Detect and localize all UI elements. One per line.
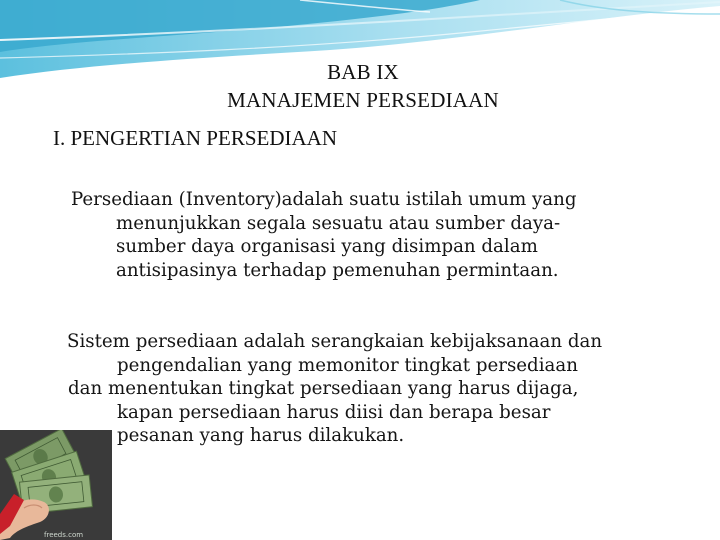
paragraph-inventory-definition bbox=[71, 188, 576, 282]
paragraph-line: Sistem persediaan adalah serangkaian kebijaksanaan dan bbox=[67, 331, 603, 352]
paragraph-line: Persediaan (Inventory)adalah suatu istilah umum yang bbox=[71, 189, 577, 210]
paragraph-line: antisipasinya terhadap pemenuhan permintaan. bbox=[116, 259, 559, 281]
slide-title-line1: BAB IX bbox=[327, 60, 399, 84]
paragraph-line: sumber daya organisasi yang disimpan dalam bbox=[116, 236, 538, 257]
paragraph-line: pengendalian yang memonitor tingkat persediaan bbox=[117, 354, 578, 376]
money-hand-image bbox=[0, 430, 112, 540]
paragraph-line: menunjukkan segala sesuatu atau sumber daya- bbox=[116, 212, 561, 234]
image-watermark: freeds.com bbox=[44, 531, 84, 539]
paragraph-line: dan menentukan tingkat persediaan yang harus dijaga, bbox=[68, 378, 579, 399]
paragraph-inventory-system bbox=[67, 330, 602, 448]
paragraph-line: pesanan yang harus dilakukan. bbox=[117, 425, 405, 446]
paragraph-line: kapan persediaan harus diisi dan berapa besar bbox=[117, 401, 551, 423]
section-heading: I. PENGERTIAN PERSEDIAAN bbox=[53, 126, 337, 150]
slide-title-line2: MANAJEMEN PERSEDIAAN bbox=[227, 88, 499, 112]
